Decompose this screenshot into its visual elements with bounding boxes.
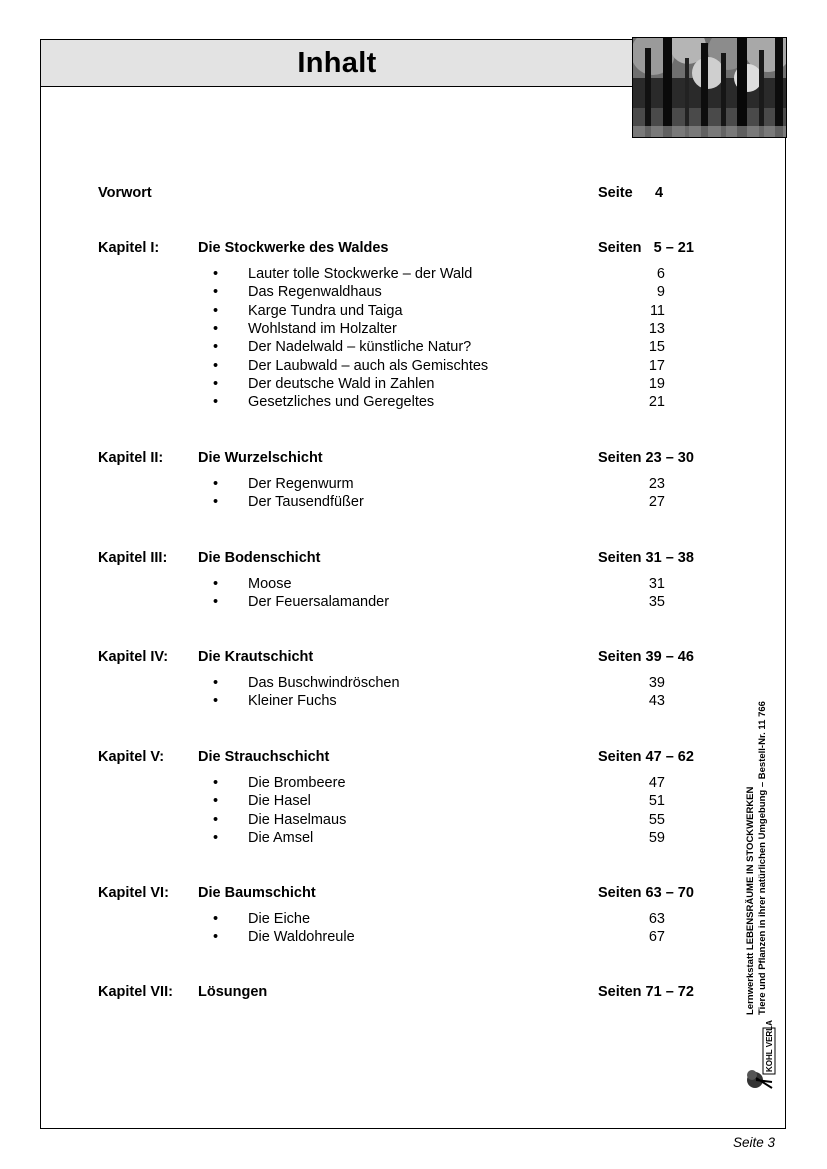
item-text: Der Feuersalamander [248,594,390,611]
bullet-icon: • [213,675,219,691]
list-item[interactable] [213,594,673,612]
item-page: 6 [656,266,665,282]
item-page: 15 [648,339,665,356]
list-item[interactable] [213,494,673,512]
chapter-row[interactable] [98,450,708,470]
item-text: Die Brombeere [248,775,346,791]
chapter-row[interactable] [98,550,708,570]
chapter-pages: Seiten 47 – 62 [598,749,694,765]
bullet-icon: • [213,394,219,411]
list-item[interactable] [213,266,673,284]
item-page: 27 [648,494,665,511]
item-text: Die Haselmaus [248,811,347,828]
bullet-icon: • [213,594,219,611]
item-page: 23 [648,476,665,492]
chapter-label: Kapitel II: [98,450,164,466]
chapter-row[interactable] [98,649,708,669]
list-item[interactable] [213,576,673,594]
chapter-label: Kapitel I: [98,240,160,256]
chapter-title: Die Krautschicht [198,649,314,665]
item-text: Moose [248,576,292,592]
item-text: Das Regenwaldhaus [248,284,382,301]
bullet-icon: • [213,693,219,710]
chapter-pages: Seiten 39 – 46 [598,649,694,665]
item-text: Gesetzliches und Geregeltes [248,394,435,411]
chapter-label: Kapitel V: [98,749,165,765]
item-text: Lauter tolle Stockwerke – der Wald [248,266,473,282]
chapter-label: Kapitel VII: [98,984,173,1000]
chapter-pages: Seiten 63 – 70 [598,885,694,901]
forest-photo [632,37,787,138]
item-page: 21 [648,394,665,411]
chapter-row[interactable] [98,240,708,260]
series-subtitle: Tiere und Pflanzen in ihrer natürlichen Umgebung – Bestell-Nr. 11 766 [757,701,768,1015]
item-text: Der Regenwurm [248,476,354,492]
item-text: Das Buschwindröschen [248,675,400,691]
item-page: 55 [648,811,665,828]
chapter-pages: Seiten 31 – 38 [598,550,694,566]
item-text: Die Amsel [248,829,314,846]
list-item[interactable] [213,358,673,376]
chapter-row[interactable] [98,885,708,905]
bullet-icon: • [213,929,219,946]
bullet-icon: • [213,476,219,492]
bullet-icon: • [213,811,219,828]
bullet-icon: • [213,266,219,282]
list-item[interactable] [213,376,673,394]
chapter-title: Lösungen [198,984,268,1000]
item-page: 51 [648,793,665,810]
vorwort-row[interactable] [98,185,708,205]
series-side-text [745,701,769,1015]
item-page: 31 [648,576,665,592]
bullet-icon: • [213,339,219,356]
item-text: Kleiner Fuchs [248,693,337,710]
chapter-pages: Seiten 5 – 21 [598,240,694,256]
list-item[interactable] [213,775,673,793]
item-page: 19 [648,375,665,392]
item-text: Der deutsche Wald in Zahlen [248,375,435,392]
list-item[interactable] [213,284,673,302]
list-item[interactable] [213,793,673,811]
item-page: 59 [648,829,665,846]
list-item[interactable] [213,394,673,412]
chapter-label: Kapitel III: [98,550,168,566]
chapter-pages: Seiten 23 – 30 [598,450,694,466]
title-bar [40,39,634,87]
bullet-icon: • [213,911,219,927]
bullet-icon: • [213,375,219,392]
chapter-title: Die Stockwerke des Waldes [198,240,389,256]
item-page: 35 [648,594,665,611]
item-text: Die Eiche [248,911,311,927]
list-item[interactable] [213,812,673,830]
item-page: 17 [648,357,665,374]
bullet-icon: • [213,284,219,301]
chapter-label: Kapitel VI: [98,885,169,901]
tree-logo-icon [742,1020,778,1092]
bullet-icon: • [213,494,219,511]
bullet-icon: • [213,829,219,846]
publisher-logo [742,1020,778,1092]
list-item[interactable] [213,675,673,693]
list-item[interactable] [213,476,673,494]
chapter-title: Die Baumschicht [198,885,316,901]
item-page: 63 [648,911,665,927]
item-page: 39 [648,675,665,691]
chapter-title: Die Bodenschicht [198,550,321,566]
forest-photo-icon [633,38,787,138]
vorwort-page: 4 [655,185,664,201]
item-page: 67 [648,929,665,946]
bullet-icon: • [213,357,219,374]
item-page: 13 [648,320,665,337]
item-text: Die Waldohreule [248,929,355,946]
chapter-row[interactable] [98,984,708,1004]
list-item[interactable] [213,303,673,321]
item-page: 11 [649,302,665,319]
item-text: Wohlstand im Holzalter [248,320,397,337]
item-text: Der Tausendfüßer [248,494,364,511]
chapter-label: Kapitel IV: [98,649,169,665]
bullet-icon: • [213,576,219,592]
vorwort-label: Vorwort [98,185,152,201]
item-page: 43 [648,693,665,710]
chapter-row[interactable] [98,749,708,769]
vorwort-seite-label: Seite [598,185,633,201]
item-text: Karge Tundra und Taiga [248,302,403,319]
page-title: Inhalt [297,46,377,79]
bullet-icon: • [213,320,219,337]
page-number: Seite 3 [732,1135,775,1150]
chapter-title: Die Strauchschicht [198,749,330,765]
list-item[interactable] [213,693,673,711]
item-page: 9 [656,284,665,301]
publisher-name: KOHL VERLAG [765,1020,774,1072]
list-item[interactable] [213,929,673,947]
list-item[interactable] [213,830,673,848]
chapter-title: Die Wurzelschicht [198,450,323,466]
item-text: Der Nadelwald – künstliche Natur? [248,339,472,356]
series-title: Lernwerkstatt LEBENSRÄUME IN STOCKWERKEN [745,786,756,1015]
item-text: Die Hasel [248,793,311,810]
item-text: Der Laubwald – auch als Gemischtes [248,357,489,374]
item-page: 47 [648,775,665,791]
bullet-icon: • [213,775,219,791]
list-item[interactable] [213,339,673,357]
bullet-icon: • [213,302,219,319]
bullet-icon: • [213,793,219,810]
list-item[interactable] [213,321,673,339]
list-item[interactable] [213,911,673,929]
chapter-pages: Seiten 71 – 72 [598,984,694,1000]
